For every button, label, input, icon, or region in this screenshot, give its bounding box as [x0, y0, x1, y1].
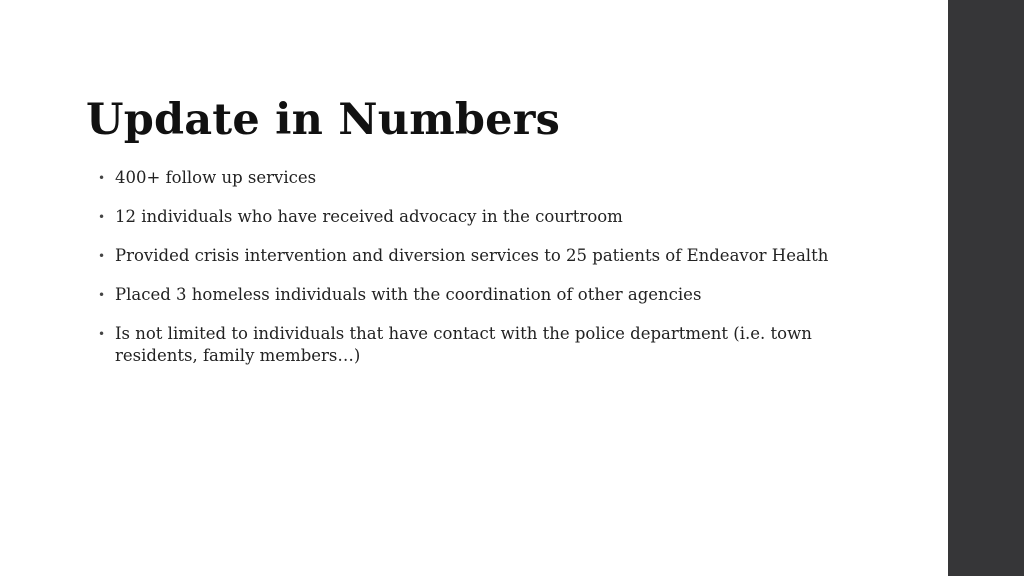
bullet-list	[98, 167, 838, 384]
slide-title: Update in Numbers	[86, 95, 561, 145]
bullet-item	[98, 323, 838, 367]
bullet-item	[98, 245, 838, 267]
bullet-icon: •	[98, 288, 106, 302]
bullet-text: 12 individuals who have received advocacy in the courtroom	[115, 207, 623, 226]
bullet-item	[98, 284, 838, 306]
bullet-item	[98, 206, 838, 228]
bullet-text: Provided crisis intervention and diversion services to 25 patients of Endeavor Health	[115, 246, 829, 265]
side-accent-bar	[948, 0, 1024, 576]
bullet-text: Placed 3 homeless individuals with the coordination of other agencies	[115, 285, 702, 304]
bullet-icon: •	[98, 210, 106, 224]
bullet-icon: •	[98, 327, 106, 341]
bullet-item	[98, 167, 838, 189]
bullet-icon: •	[98, 171, 106, 185]
bullet-icon: •	[98, 249, 106, 263]
bullet-text: 400+ follow up services	[115, 168, 317, 187]
bullet-text: Is not limited to individuals that have contact with the police department (i.e. town residents, family members…)	[115, 324, 812, 365]
